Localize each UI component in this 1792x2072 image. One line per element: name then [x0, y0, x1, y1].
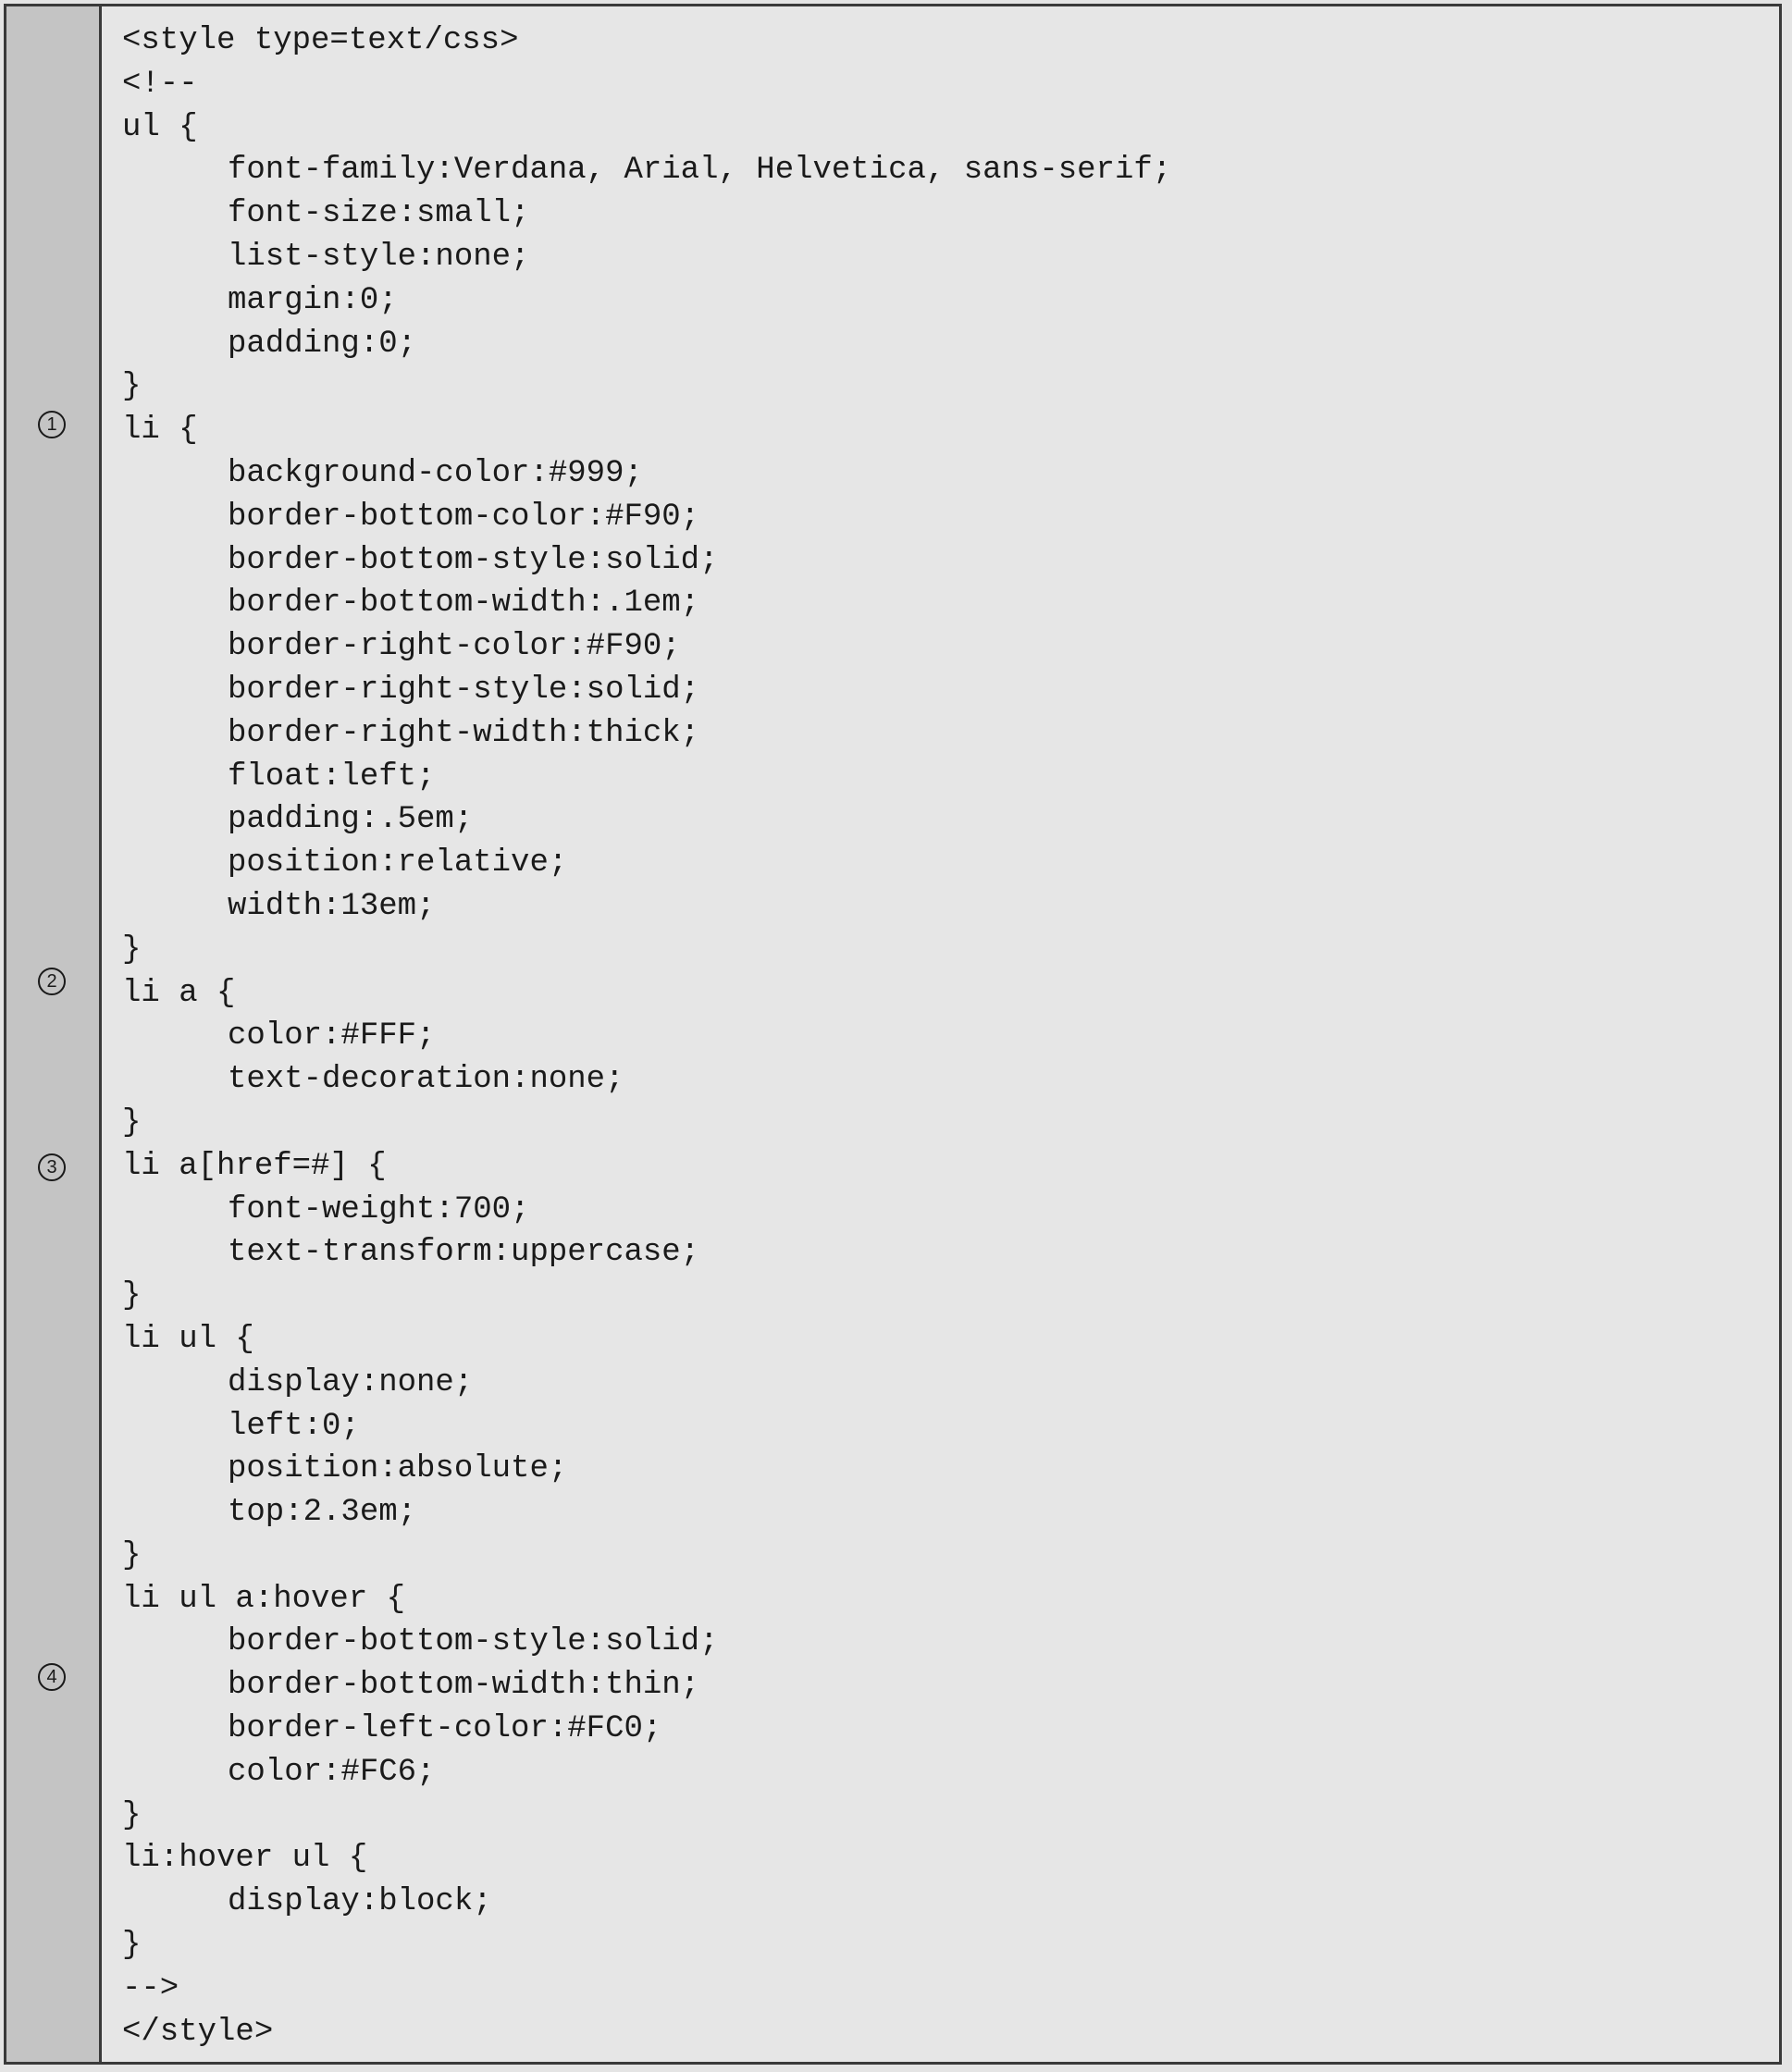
code-line: <style type=text/css>	[122, 23, 519, 58]
code-line: border-left-color:#FC0;	[228, 1711, 662, 1747]
callout-marker-4: 4	[38, 1663, 66, 1691]
code-listing-frame	[4, 4, 1782, 2065]
code-line: li ul {	[122, 1321, 254, 1357]
code-line: li {	[122, 413, 198, 449]
code-line: <!--	[122, 66, 198, 102]
code-line: li a {	[122, 975, 236, 1011]
code-line: text-transform:uppercase;	[228, 1235, 700, 1271]
code-line: font-weight:700;	[228, 1191, 530, 1227]
code-line: float:left;	[228, 758, 436, 795]
code-line: }	[122, 1797, 142, 1833]
code-line: li ul a:hover {	[122, 1581, 406, 1617]
code-line: border-bottom-width:.1em;	[228, 586, 700, 622]
code-line: width:13em;	[228, 888, 436, 924]
code-panel	[102, 6, 1779, 2062]
code-line: }	[122, 1104, 142, 1141]
code-line: padding:.5em;	[228, 802, 474, 838]
code-line: }	[122, 931, 142, 968]
callout-marker-2: 2	[38, 968, 66, 995]
code-lines	[122, 19, 1171, 2054]
code-line: }	[122, 1537, 142, 1573]
line-marker-gutter	[6, 6, 102, 2062]
callout-marker-1: 1	[38, 411, 66, 438]
code-line: border-bottom-width:thin;	[228, 1668, 700, 1704]
callout-marker-3: 3	[38, 1153, 66, 1181]
code-line: padding:0;	[228, 326, 417, 362]
code-line: border-bottom-style:solid;	[228, 542, 719, 578]
code-line: ul {	[122, 109, 198, 145]
code-line: list-style:none;	[228, 239, 530, 275]
code-line: display:block;	[228, 1884, 492, 1920]
code-line: background-color:#999;	[228, 455, 643, 491]
code-line: position:absolute;	[228, 1451, 568, 1487]
code-line: border-right-width:thick;	[228, 715, 700, 751]
code-line: }	[122, 1928, 142, 1964]
code-line: </style>	[122, 2014, 274, 2050]
code-line: border-right-style:solid;	[228, 672, 700, 708]
code-line: text-decoration:none;	[228, 1062, 624, 1098]
code-line: -->	[122, 1970, 179, 2006]
code-line: color:#FC6;	[228, 1754, 436, 1790]
code-line: position:relative;	[228, 845, 568, 882]
code-line: left:0;	[228, 1408, 360, 1444]
code-line: li a[href=#] {	[122, 1148, 387, 1184]
code-line: color:#FFF;	[228, 1018, 436, 1054]
code-line: font-family:Verdana, Arial, Helvetica, sans-serif;	[228, 153, 1172, 189]
code-line: border-bottom-color:#F90;	[228, 499, 700, 535]
code-line: display:none;	[228, 1364, 474, 1400]
code-line: }	[122, 1278, 142, 1314]
code-line: border-bottom-style:solid;	[228, 1624, 719, 1660]
code-line: margin:0;	[228, 282, 398, 318]
code-line: li:hover ul {	[122, 1841, 368, 1877]
code-line: }	[122, 369, 142, 405]
code-line: border-right-color:#F90;	[228, 629, 681, 665]
code-line: top:2.3em;	[228, 1495, 417, 1531]
code-line: font-size:small;	[228, 196, 530, 232]
